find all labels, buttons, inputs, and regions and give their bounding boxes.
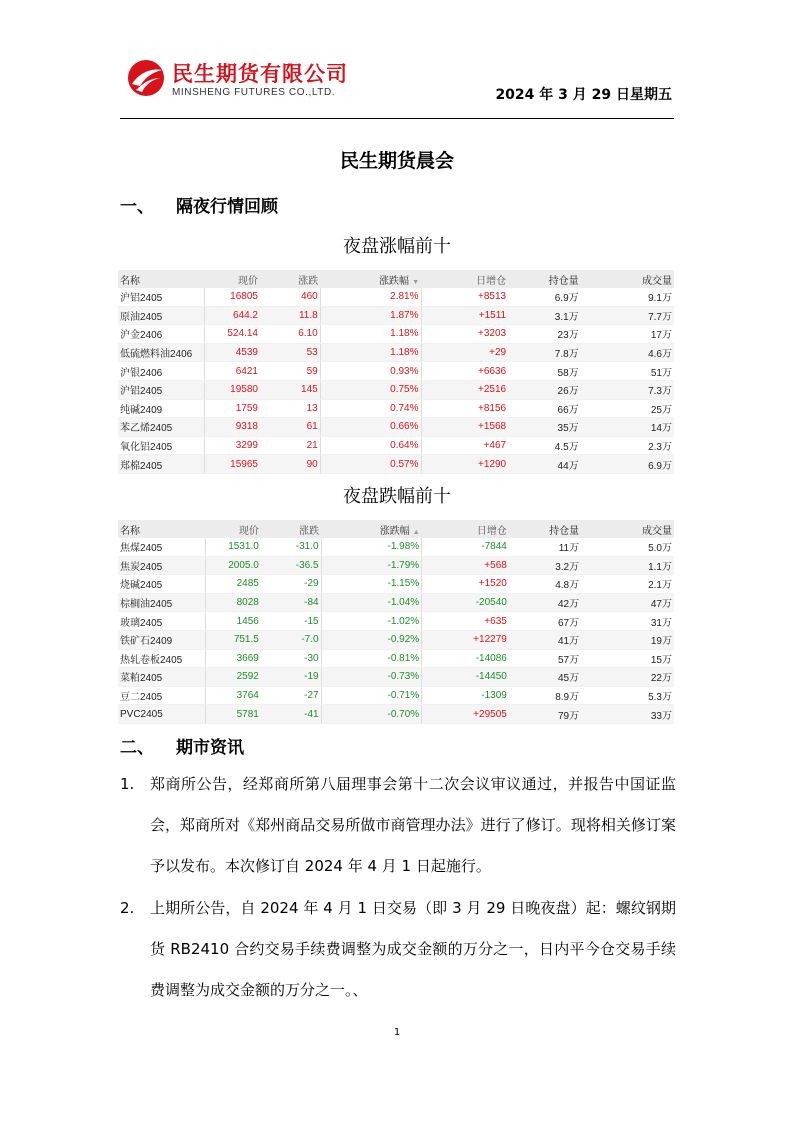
table-cell: 6421	[205, 362, 260, 381]
table-cell: 1.18%	[320, 325, 421, 344]
column-header-label: 成交量	[642, 525, 672, 537]
document-title: 民生期货晨会	[339, 150, 454, 172]
news-item	[120, 764, 676, 887]
table-cell: 2.3万	[581, 436, 674, 455]
table-cell: 79万	[509, 705, 581, 724]
table-cell: 2592	[206, 668, 261, 687]
table-row[interactable]	[118, 325, 674, 344]
table-cell: 1531.0	[206, 538, 261, 556]
table-cell: 郑棉2405	[118, 455, 205, 474]
table-cell: +1290	[421, 455, 508, 474]
column-header[interactable]	[581, 520, 674, 538]
table-cell: 19580	[205, 380, 260, 399]
gainers-table-title: 夜盘涨幅前十	[343, 236, 451, 257]
table-cell: 菜粕2405	[118, 668, 206, 687]
table-cell: 原油2405	[118, 306, 205, 325]
table-cell: 25万	[581, 399, 674, 418]
table-cell: -0.81%	[321, 649, 422, 668]
table-cell: -1.15%	[321, 575, 422, 594]
gainers-table	[118, 270, 674, 474]
table-cell: 31万	[581, 612, 674, 631]
column-header-label: 成交量	[642, 275, 672, 287]
table-cell: 8.9万	[509, 686, 581, 705]
table-cell: 1456	[206, 612, 261, 631]
table-cell: 2485	[206, 575, 261, 594]
table-cell: 沪金2406	[118, 325, 205, 344]
table-cell: +1520	[422, 575, 509, 594]
report-date: 2024 年 3 月 29 日星期五	[495, 87, 672, 103]
table-cell: +8513	[421, 288, 508, 306]
table-cell: -1.04%	[321, 593, 422, 612]
table-cell: -1.98%	[321, 538, 422, 556]
table-cell: 22万	[581, 668, 674, 687]
page-number: 1	[393, 1027, 401, 1038]
table-cell: 51万	[581, 362, 674, 381]
table-cell: 13	[260, 399, 320, 418]
table-row[interactable]	[118, 612, 674, 631]
table-cell: 35万	[508, 418, 581, 437]
table-row[interactable]	[118, 380, 674, 399]
column-header[interactable]	[421, 270, 508, 288]
table-cell: +12279	[422, 630, 509, 649]
table-cell: 6.9万	[581, 455, 674, 474]
company-logo	[126, 56, 366, 102]
table-cell: 1.1万	[581, 556, 674, 575]
section-heading-1	[120, 192, 278, 217]
table-row[interactable]	[118, 556, 674, 575]
section-label: 隔夜行情回顾	[176, 197, 278, 217]
table-cell: +29	[421, 343, 508, 362]
table-cell: -31.0	[261, 538, 321, 556]
table-cell: 7.8万	[508, 343, 581, 362]
table-row[interactable]	[118, 436, 674, 455]
column-header-label: 名称	[120, 275, 140, 287]
table-cell: 3299	[205, 436, 260, 455]
table-cell: 焦炭2405	[118, 556, 206, 575]
table-cell: +29505	[422, 705, 509, 724]
table-cell: 17万	[581, 325, 674, 344]
column-header-label: 现价	[237, 275, 258, 287]
table-cell: -15	[261, 612, 321, 631]
table-cell: 玻璃2405	[118, 612, 206, 631]
table-cell: 524.14	[205, 325, 260, 344]
table-cell: -14086	[422, 649, 509, 668]
column-header-label: 涨跌幅	[379, 525, 410, 537]
table-header-row	[118, 520, 674, 538]
table-row[interactable]	[118, 343, 674, 362]
table-cell: -41	[261, 705, 321, 724]
table-cell: 0.64%	[320, 436, 421, 455]
page-header	[120, 52, 674, 118]
table-cell: 145	[260, 380, 320, 399]
table-cell: 4.6万	[581, 343, 674, 362]
table-cell: 11.8	[260, 306, 320, 325]
table-cell: -19	[261, 668, 321, 687]
table-cell: +1511	[421, 306, 508, 325]
table-cell: 90	[260, 455, 320, 474]
table-cell: 沪铝2405	[118, 380, 205, 399]
table-cell: +6636	[421, 362, 508, 381]
table-cell: 41万	[509, 630, 581, 649]
table-cell: 1759	[205, 399, 260, 418]
news-item	[120, 888, 676, 1011]
table-cell: 16805	[205, 288, 260, 306]
table-cell: 23万	[508, 325, 581, 344]
column-header[interactable]	[422, 520, 509, 538]
column-header-label: 日增仓	[476, 275, 507, 287]
table-cell: 热轧卷板2405	[118, 649, 206, 668]
table-cell: 21	[260, 436, 320, 455]
column-header[interactable]	[261, 520, 321, 538]
column-header-label: 日增仓	[476, 525, 507, 537]
table-row[interactable]	[118, 538, 674, 556]
table-cell: 5.3万	[581, 686, 674, 705]
table-cell: 15万	[581, 649, 674, 668]
table-cell: 5781	[206, 705, 261, 724]
sort-icon[interactable]: ▼	[412, 278, 419, 286]
table-cell: -14450	[422, 668, 509, 687]
table-cell: 2.1万	[581, 575, 674, 594]
table-cell: 3669	[206, 649, 261, 668]
table-cell: -29	[261, 575, 321, 594]
table-cell: 19万	[581, 630, 674, 649]
table-cell: 66万	[508, 399, 581, 418]
table-cell: 61	[260, 418, 320, 437]
table-cell: PVC2405	[118, 705, 206, 724]
table-cell: -1.79%	[321, 556, 422, 575]
table-cell: 0.93%	[320, 362, 421, 381]
table-cell: 1.18%	[320, 343, 421, 362]
table-cell: 4.5万	[508, 436, 581, 455]
table-row[interactable]	[118, 399, 674, 418]
table-cell: -0.70%	[321, 705, 422, 724]
losers-table-title: 夜盘跌幅前十	[343, 486, 451, 507]
table-header-row	[118, 270, 674, 288]
table-cell: -1.02%	[321, 612, 422, 631]
table-cell: 焦煤2405	[118, 538, 206, 556]
table-cell: 豆二2405	[118, 686, 206, 705]
table-cell: 5.0万	[581, 538, 674, 556]
table-cell: -1309	[422, 686, 509, 705]
table-cell: 57万	[509, 649, 581, 668]
table-cell: -0.92%	[321, 630, 422, 649]
column-header[interactable]	[321, 520, 422, 538]
table-cell: 苯乙烯2405	[118, 418, 205, 437]
table-cell: 2005.0	[206, 556, 261, 575]
table-cell: +1568	[421, 418, 508, 437]
table-cell: 8028	[206, 593, 261, 612]
table-row[interactable]	[118, 705, 674, 724]
table-cell: -0.71%	[321, 686, 422, 705]
section-heading-2	[120, 733, 244, 758]
table-row[interactable]	[118, 455, 674, 474]
table-cell: 44万	[508, 455, 581, 474]
column-header-label: 现价	[238, 525, 259, 537]
table-cell: 0.66%	[320, 418, 421, 437]
table-cell: 9.1万	[581, 288, 674, 306]
table-cell: -7844	[422, 538, 509, 556]
section-number: 二、	[120, 738, 154, 758]
table-cell: 53	[260, 343, 320, 362]
table-cell: 0.57%	[320, 455, 421, 474]
table-cell: 6.10	[260, 325, 320, 344]
table-cell: 烧碱2405	[118, 575, 206, 594]
table-cell: -30	[261, 649, 321, 668]
table-cell: 2.81%	[320, 288, 421, 306]
table-cell: 沪铝2405	[118, 288, 205, 306]
table-cell: 0.75%	[320, 380, 421, 399]
news-text: 上期所公告，自 2024 年 4 月 1 日交易（即 3 月 29 日晚夜盘）起：螺纹钢期货 RB2410 合约交易手续费调整为成交金额的万分之一，日内平今仓交易手续费调整为成交金额的万分之一。、	[150, 899, 676, 999]
news-number: 2.	[120, 899, 135, 917]
column-header-label: 涨跌	[298, 275, 319, 287]
table-cell: 3764	[206, 686, 261, 705]
section-label: 期市资讯	[176, 738, 244, 758]
table-row[interactable]	[118, 306, 674, 325]
table-cell: 7.7万	[581, 306, 674, 325]
table-row[interactable]	[118, 668, 674, 687]
news-number: 1.	[120, 775, 135, 793]
column-header-label: 涨跌	[299, 525, 320, 537]
table-cell: 751.5	[206, 630, 261, 649]
column-header-label: 涨跌幅	[379, 275, 410, 287]
table-cell: 4.8万	[509, 575, 581, 594]
table-cell: 铁矿石2409	[118, 630, 206, 649]
column-header-label: 持仓量	[548, 275, 579, 287]
table-cell: 3.2万	[509, 556, 581, 575]
table-row[interactable]	[118, 686, 674, 705]
table-cell: -27	[261, 686, 321, 705]
table-row[interactable]	[118, 288, 674, 306]
section-number: 一、	[120, 197, 154, 217]
table-cell: 1.87%	[320, 306, 421, 325]
table-cell: 45万	[509, 668, 581, 687]
column-header[interactable]	[118, 270, 205, 288]
table-cell: 14万	[581, 418, 674, 437]
table-cell: 6.9万	[508, 288, 581, 306]
table-cell: +2516	[421, 380, 508, 399]
table-cell: 4539	[205, 343, 260, 362]
table-cell: 58万	[508, 362, 581, 381]
table-cell: 33万	[581, 705, 674, 724]
column-header[interactable]	[508, 270, 581, 288]
table-cell: 15965	[205, 455, 260, 474]
table-cell: -0.73%	[321, 668, 422, 687]
table-row[interactable]	[118, 418, 674, 437]
table-cell: 氧化铝2405	[118, 436, 205, 455]
table-cell: 644.2	[205, 306, 260, 325]
table-cell: 沪银2406	[118, 362, 205, 381]
column-header[interactable]	[205, 270, 260, 288]
table-cell: +568	[422, 556, 509, 575]
table-row[interactable]	[118, 593, 674, 612]
table-cell: +3203	[421, 325, 508, 344]
column-header-label: 名称	[120, 525, 140, 537]
table-row[interactable]	[118, 649, 674, 668]
news-text: 郑商所公告，经郑商所第八届理事会第十二次会议审议通过，并报告中国证监会，郑商所对《郑州商品交易所做市商管理办法》进行了修订。现将相关修订案予以发布。本次修订自 2024 年 4 月 1 日起施行。	[150, 775, 676, 875]
company-name-en: MINSHENG FUTURES CO.,LTD.	[172, 87, 336, 98]
table-cell: 9318	[205, 418, 260, 437]
table-cell: 59	[260, 362, 320, 381]
table-cell: 47万	[581, 593, 674, 612]
column-header-label: 持仓量	[549, 525, 580, 537]
column-header[interactable]	[581, 270, 674, 288]
table-cell: 纯碱2409	[118, 399, 205, 418]
table-cell: +8156	[421, 399, 508, 418]
table-cell: 3.1万	[508, 306, 581, 325]
column-header[interactable]	[206, 520, 261, 538]
table-cell: 460	[260, 288, 320, 306]
sort-icon[interactable]: ▲	[412, 528, 420, 536]
table-cell: 67万	[509, 612, 581, 631]
column-header[interactable]	[260, 270, 320, 288]
table-cell: 7.3万	[581, 380, 674, 399]
column-header[interactable]	[509, 520, 581, 538]
table-cell: -36.5	[261, 556, 321, 575]
table-cell: 26万	[508, 380, 581, 399]
table-cell: 低硫燃料油2406	[118, 343, 205, 362]
table-row[interactable]	[118, 362, 674, 381]
table-row[interactable]	[118, 630, 674, 649]
header-divider	[120, 118, 674, 119]
table-cell: 11万	[509, 538, 581, 556]
table-cell: 棕榈油2405	[118, 593, 206, 612]
column-header[interactable]	[118, 520, 206, 538]
table-row[interactable]	[118, 575, 674, 594]
losers-table	[118, 520, 674, 724]
minsheng-logo-icon	[126, 58, 166, 98]
table-cell: -20540	[422, 593, 509, 612]
table-cell: -84	[261, 593, 321, 612]
table-cell: -7.0	[261, 630, 321, 649]
table-cell: +467	[421, 436, 508, 455]
column-header[interactable]	[320, 270, 421, 288]
company-name-cn: 民生期货有限公司	[172, 62, 348, 86]
table-cell: 0.74%	[320, 399, 421, 418]
table-cell: +635	[422, 612, 509, 631]
table-cell: 42万	[509, 593, 581, 612]
